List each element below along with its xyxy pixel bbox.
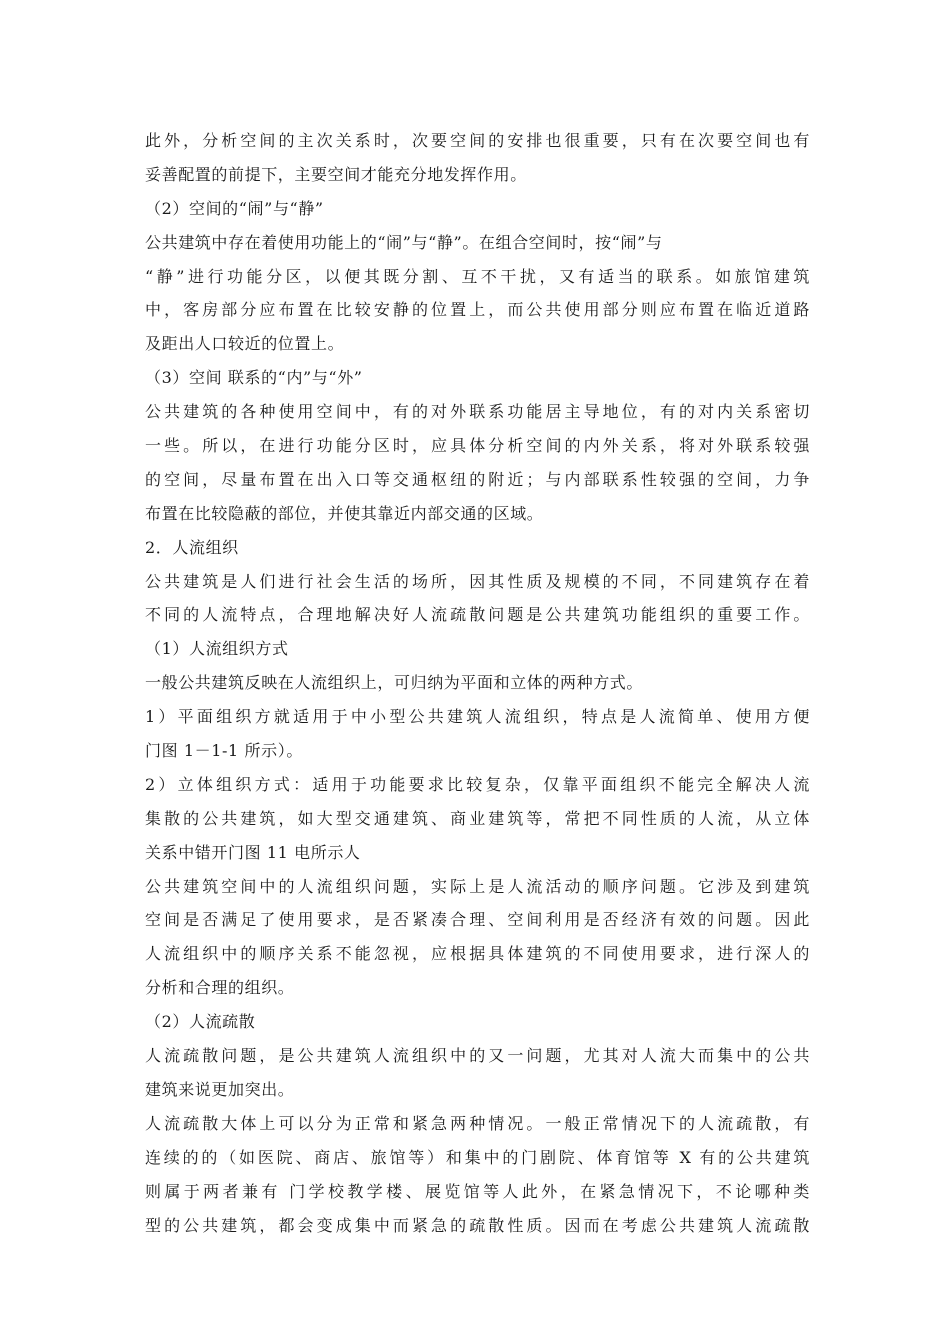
text-line: 连续的的（如医院、商店、旅馆等）和集中的门剧院、体育馆等 X 有的公共建筑: [145, 1147, 810, 1167]
section-heading: （3）空间 联系的“内”与“外”: [145, 368, 363, 388]
text-line: 人流疏散大体上可以分为正常和紧急两种情况。一般正常情况下的人流疏散，有: [145, 1113, 810, 1133]
text-line: 的空间，尽量布置在出入口等交通枢纽的附近；与内部联系性较强的空间，力争: [145, 469, 810, 489]
document-body: [145, 124, 810, 1242]
text-line: 一些。所以，在进行功能分区时，应具体分析空间的内外关系，将对外联系较强: [145, 436, 810, 456]
text-line: 1）平面组织方就适用于中小型公共建筑人流组织，特点是人流简单、使用方便: [145, 707, 810, 727]
text-line: 型的公共建筑，都会变成集中而紧急的疏散性质。因而在考虑公共建筑人流疏散: [145, 1215, 810, 1235]
text-line: 不同的人流特点，合理地解决好人流疏散问题是公共建筑功能组织的重要工作。: [145, 605, 810, 625]
text-line: 一般公共建筑反映在人流组织上，可归纳为平面和立体的两种方式。: [145, 673, 644, 693]
text-line: 公共建筑是人们进行社会生活的场所，因其性质及规模的不同，不同建筑存在着: [145, 571, 810, 591]
text-line: 分析和合理的组织。: [145, 978, 295, 998]
text-line: 集散的公共建筑，如大型交通建筑、商业建筑等，常把不同性质的人流，从立体: [145, 808, 810, 828]
text-line: 中，客房部分应布置在比较安静的位置上，而公共使用部分则应布置在临近道路: [145, 300, 810, 320]
text-line: 及距出人口较近的位置上。: [145, 334, 345, 354]
text-line: 布置在比较隐蔽的部位，并使其靠近内部交通的区域。: [145, 503, 544, 523]
text-line: 公共建筑中存在着使用功能上的“闹”与“静”。在组合空间时，按“闹”与: [145, 232, 663, 252]
text-line: 人流疏散问题，是公共建筑人流组织中的又一问题，尤其对人流大而集中的公共: [145, 1046, 810, 1066]
section-heading: （1）人流组织方式: [145, 639, 289, 659]
text-line: 空间是否满足了使用要求，是否紧凑合理、空间利用是否经济有效的问题。因此: [145, 910, 810, 930]
text-line: 建筑来说更加突出。: [145, 1079, 295, 1099]
text-line: 2）立体组织方式：适用于功能要求比较复杂，仅靠平面组织不能完全解决人流: [145, 774, 810, 794]
text-line: 妥善配置的前提下，主要空间才能充分地发挥作用。: [145, 164, 527, 184]
text-line: 公共建筑空间中的人流组织问题，实际上是人流活动的顺序问题。它涉及到建筑: [145, 876, 810, 896]
text-line: 关系中错开门图 11 电所示人: [145, 842, 361, 862]
section-heading: （2）空间的“闹”与“静”: [145, 198, 324, 218]
text-line: 门图 1－1-1 所示）。: [145, 741, 303, 761]
text-line: 公共建筑的各种使用空间中，有的对外联系功能居主导地位，有的对内关系密切: [145, 402, 810, 422]
text-line: 则属于两者兼有 门学校教学楼、展览馆等人此外，在紧急情况下，不论哪种类: [145, 1181, 810, 1201]
text-line: 人流组织中的顺序关系不能忽视，应根据具体建筑的不同使用要求，进行深人的: [145, 944, 810, 964]
text-line: “静”进行功能分区，以便其既分割、互不干扰，又有适当的联系。如旅馆建筑: [145, 266, 810, 286]
section-heading: （2）人流疏散: [145, 1012, 256, 1032]
text-line: 此外，分析空间的主次关系时，次要空间的安排也很重要，只有在次要空间也有: [145, 131, 810, 150]
section-heading: 2．人流组织: [145, 537, 239, 557]
